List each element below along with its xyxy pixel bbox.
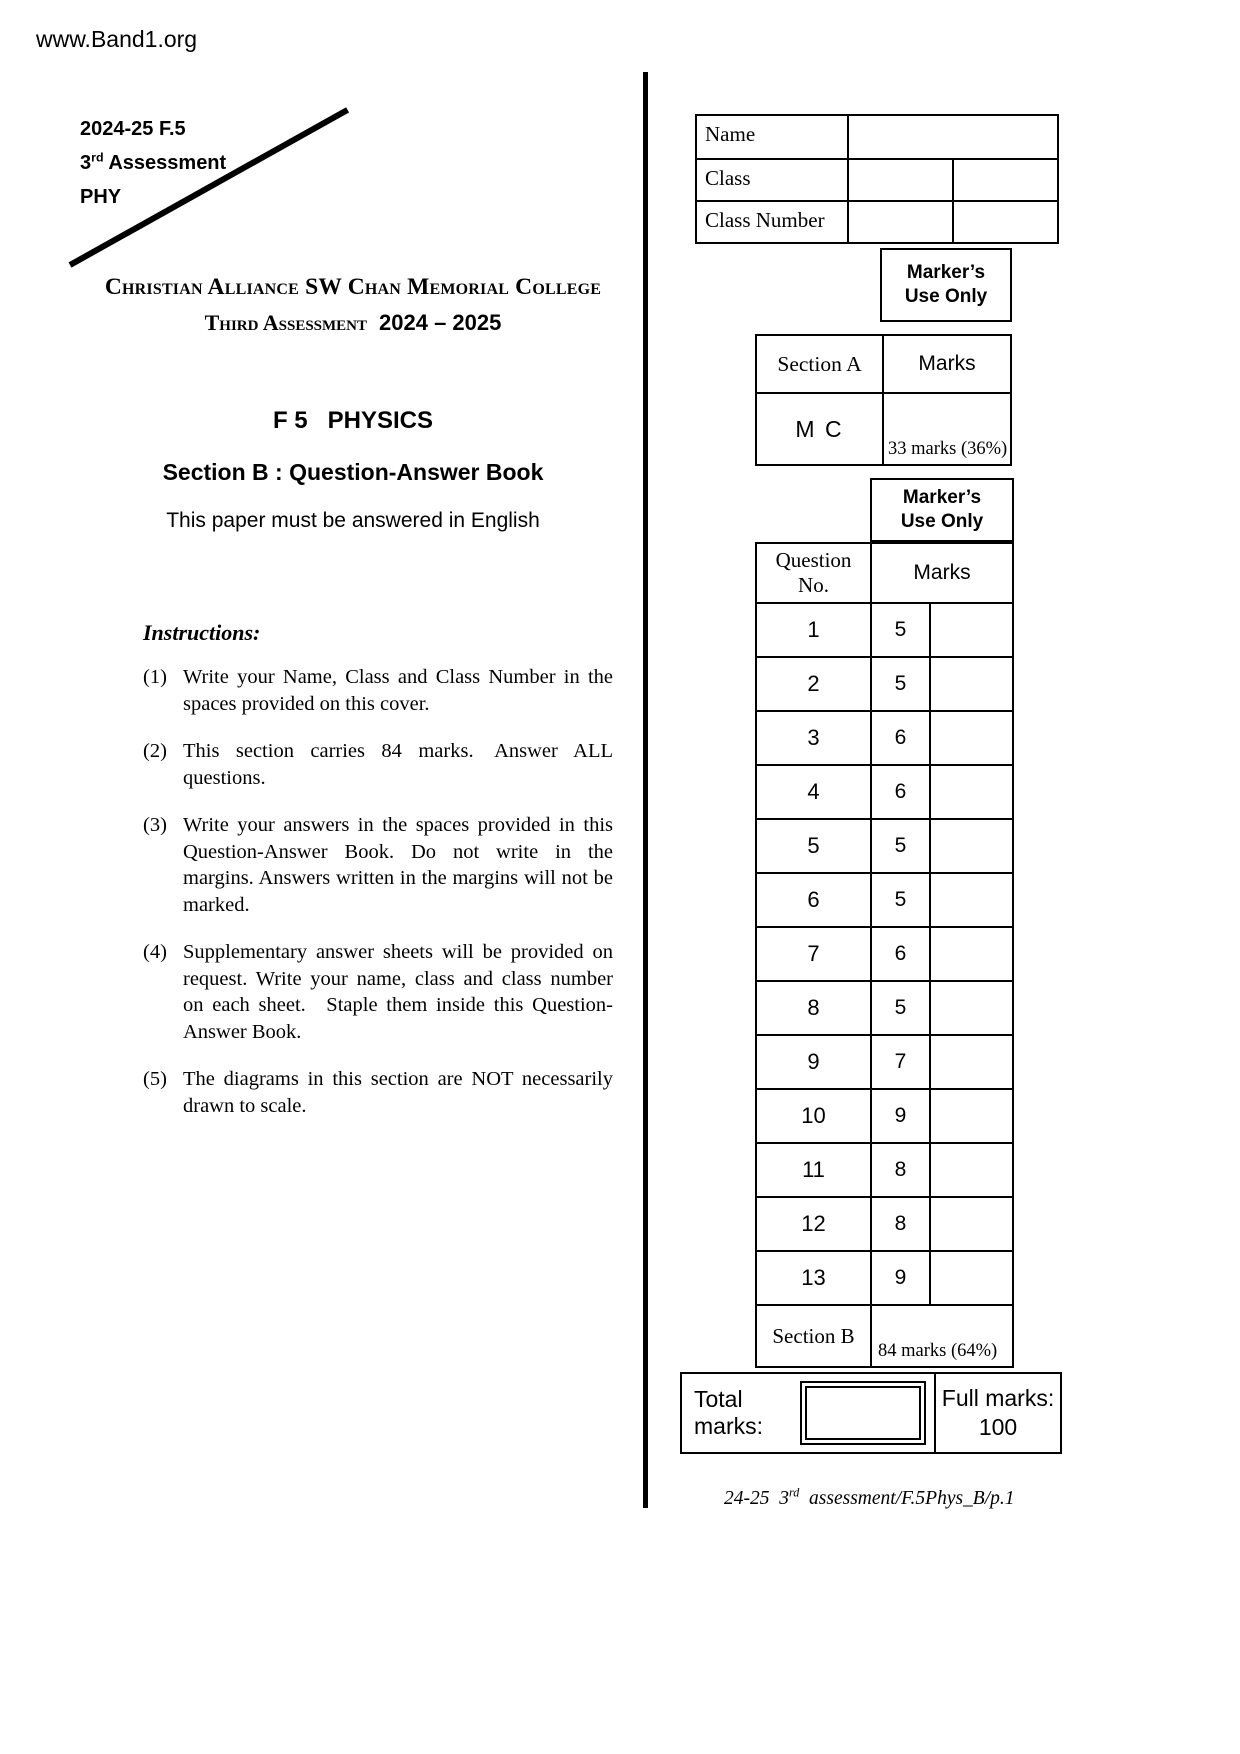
name-label: Name: [705, 122, 756, 146]
full-marks-label: Full marks:: [941, 1385, 1055, 1411]
instruction-item: [143, 939, 613, 1045]
question-number-cell: 9: [807, 1049, 820, 1074]
section-b-marks-table: [755, 542, 1014, 1368]
total-marks-block: [680, 1372, 1062, 1454]
section-a-label: Section A: [777, 351, 862, 376]
footer-post: assessment/F.5Phys_B/p.1: [799, 1488, 1015, 1509]
question-max-marks-cell: 5: [870, 874, 929, 926]
marker-score-write-in-cell: [929, 928, 1012, 980]
question-row: [757, 1088, 1012, 1142]
corner-assessment-ordinal: rd: [91, 150, 104, 165]
instruction-number: (3): [143, 814, 167, 836]
question-row: [757, 872, 1012, 926]
instruction-item: [143, 812, 613, 918]
corner-assessment-number: 3: [80, 152, 92, 174]
question-number-cell: 8: [807, 995, 820, 1020]
name-write-in-cell: [847, 116, 1057, 158]
marker-score-write-in-cell: [929, 766, 1012, 818]
instruction-text: The diagrams in this section are NOT necessarily drawn to scale.: [183, 1068, 613, 1117]
question-max-marks-cell: 6: [870, 766, 929, 818]
section-a-marks-table: [755, 334, 1012, 466]
instruction-item: [143, 664, 613, 717]
question-row: [757, 980, 1012, 1034]
corner-assessment-word: Assessment: [103, 152, 227, 174]
question-number-cell: 4: [807, 779, 820, 804]
question-max-marks-cell: 8: [870, 1144, 929, 1196]
section-b-title: Section B : Question-Answer Book: [162, 459, 544, 485]
question-number-cell: 11: [802, 1157, 825, 1182]
marker-score-write-in-cell: [929, 1144, 1012, 1196]
question-row: [757, 1196, 1012, 1250]
marker-score-write-in-cell: [929, 982, 1012, 1034]
instruction-number: (2): [143, 740, 167, 762]
instruction-text: Supplementary answer sheets will be provided on request. Write your name, class and class number on each sheet. Staple them inside this Question-Answer Book.: [183, 941, 613, 1043]
assessment-line: [58, 310, 648, 336]
instruction-text: Write your Name, Class and Class Number in the spaces provided on this cover.: [183, 666, 613, 715]
assessment-corner-label: [80, 112, 226, 214]
question-number-cell: 10: [801, 1103, 826, 1128]
instruction-item: [143, 1066, 613, 1119]
instruction-text: This section carries 84 marks. Answer ALL questions.: [183, 740, 613, 789]
question-max-marks-cell: 7: [870, 1036, 929, 1088]
footer-pre: 24-25 3: [724, 1488, 789, 1509]
section-b-marks-cell: [870, 1306, 1012, 1366]
class-label: Class: [697, 158, 847, 200]
class-number-write-in-cell-2: [952, 200, 1057, 242]
marker-use-only-box-section-b: Marker’s Use Only: [870, 478, 1014, 542]
class-number-label: Class Number: [697, 200, 847, 242]
section-b-marks-note: 84 marks (64%): [878, 1341, 998, 1361]
marker-score-write-in-cell: [929, 604, 1012, 656]
marker-score-write-in-cell: [929, 1036, 1012, 1088]
subject-title: F 5 PHYSICS: [272, 407, 434, 434]
question-no-header-line1: Question: [775, 548, 852, 572]
question-max-marks-cell: 6: [870, 712, 929, 764]
instruction-number: (1): [143, 666, 167, 688]
question-max-marks-cell: 5: [870, 658, 929, 710]
section-b-label: Section B: [772, 1323, 855, 1348]
marker-score-write-in-cell: [929, 658, 1012, 710]
question-number-cell: 12: [801, 1211, 826, 1236]
question-row: [757, 1142, 1012, 1196]
assessment-name: Third Assessment: [204, 310, 368, 335]
section-a-marks-header: Marks: [882, 336, 1010, 392]
total-marks-write-in-box: [800, 1381, 926, 1445]
question-number-cell: 1: [807, 617, 820, 642]
total-marks-write-in-box-inner: [805, 1386, 921, 1440]
question-row: [757, 1250, 1012, 1304]
question-max-marks-cell: 8: [870, 1198, 929, 1250]
question-table-footer: [757, 1304, 1012, 1366]
question-number-cell: 3: [807, 725, 820, 750]
assessment-years: 2024 – 2025: [379, 310, 502, 335]
page-footer-reference: [724, 1485, 1015, 1510]
corner-line-subject: PHY: [80, 186, 122, 208]
question-max-marks-cell: 5: [870, 820, 929, 872]
question-max-marks-cell: 5: [870, 604, 929, 656]
marker-score-write-in-cell: [929, 1198, 1012, 1250]
total-marks-label: Total marks:: [694, 1386, 763, 1439]
corner-line-year: 2024-25 F.5: [80, 118, 186, 140]
class-write-in-cell: [847, 158, 952, 200]
instruction-number: (4): [143, 941, 167, 963]
instruction-text: Write your answers in the spaces provided in this Question-Answer Book. Do not write in the margins. Answers written in the margins will not be marked.: [183, 814, 613, 916]
watermark-text: www.Band1.org: [36, 26, 198, 52]
vertical-divider-line: [643, 72, 648, 1508]
question-row: [757, 926, 1012, 980]
question-no-header: [757, 544, 870, 602]
question-row: [757, 764, 1012, 818]
instructions-title: Instructions:: [143, 620, 261, 645]
question-row: [757, 818, 1012, 872]
instructions-list: [143, 664, 613, 1140]
class-write-in-cell-2: [952, 158, 1057, 200]
language-note: This paper must be answered in English: [166, 509, 540, 532]
question-max-marks-cell: 9: [870, 1252, 929, 1304]
class-number-write-in-cell: [847, 200, 952, 242]
question-max-marks-cell: 6: [870, 928, 929, 980]
question-number-cell: 5: [807, 833, 820, 858]
marker-use-only-box-section-a: Marker’s Use Only: [880, 248, 1012, 322]
question-no-header-line2: No.: [798, 573, 829, 597]
question-number-cell: 2: [807, 671, 820, 696]
marks-header: Marks: [870, 544, 1012, 602]
question-number-cell: 6: [807, 887, 820, 912]
question-row: [757, 1034, 1012, 1088]
marker-score-write-in-cell: [929, 1252, 1012, 1304]
full-marks-value: 100: [978, 1414, 1018, 1440]
marker-score-write-in-cell: [929, 820, 1012, 872]
instruction-item: [143, 738, 613, 791]
footer-ordinal: rd: [789, 1485, 800, 1500]
question-number-cell: 7: [807, 941, 820, 966]
mc-row-label: M C: [757, 392, 882, 464]
question-max-marks-cell: 9: [870, 1090, 929, 1142]
section-a-marks-note: 33 marks (36%): [888, 439, 1008, 459]
corner-line-assessment: [80, 146, 226, 180]
question-table-header: [757, 544, 1012, 602]
marker-score-write-in-cell: [929, 1090, 1012, 1142]
question-table-body: [757, 602, 1012, 1304]
question-number-cell: 13: [801, 1265, 826, 1290]
student-info-table: [695, 114, 1059, 244]
question-row: [757, 710, 1012, 764]
instruction-number: (5): [143, 1068, 167, 1090]
full-marks-cell: [934, 1374, 1060, 1452]
question-row: [757, 602, 1012, 656]
question-max-marks-cell: 5: [870, 982, 929, 1034]
section-a-marks-cell: [882, 392, 1010, 464]
question-row: [757, 656, 1012, 710]
marker-score-write-in-cell: [929, 874, 1012, 926]
college-name: Christian Alliance SW Chan Memorial College: [104, 274, 602, 300]
marker-score-write-in-cell: [929, 712, 1012, 764]
